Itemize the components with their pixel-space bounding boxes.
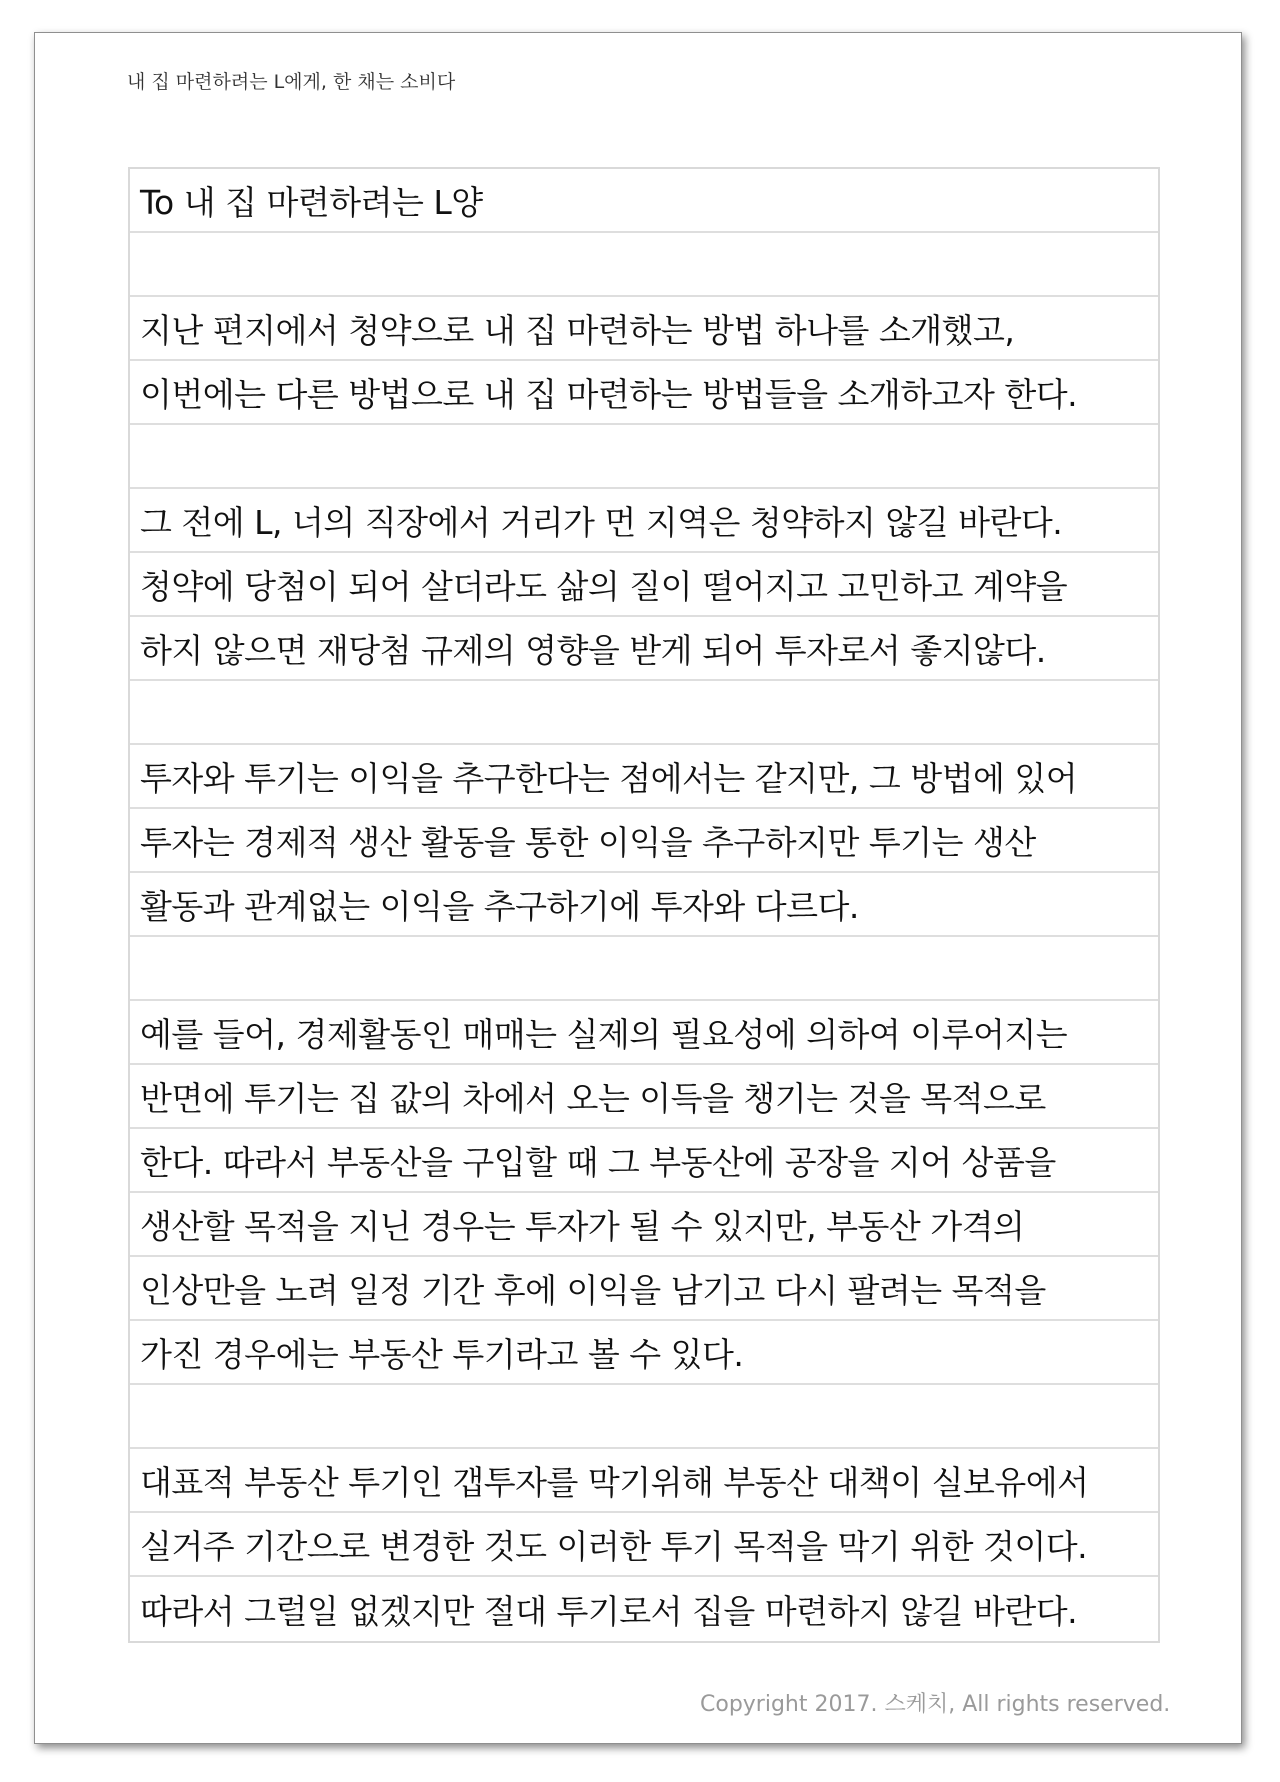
- letter-line: 가진 경우에는 부동산 투기라고 볼 수 있다.: [130, 1321, 1158, 1385]
- letter-line: 생산할 목적을 지닌 경우는 투자가 될 수 있지만, 부동산 가격의: [130, 1193, 1158, 1257]
- letter-line: 대표적 부동산 투기인 갭투자를 막기위해 부동산 대책이 실보유에서: [130, 1449, 1158, 1513]
- letter-line-blank: [130, 937, 1158, 1001]
- letter-line: 인상만을 노려 일정 기간 후에 이익을 남기고 다시 팔려는 목적을: [130, 1257, 1158, 1321]
- letter-line: 투자는 경제적 생산 활동을 통한 이익을 추구하지만 투기는 생산: [130, 809, 1158, 873]
- letter-line: 따라서 그럴일 없겠지만 절대 투기로서 집을 마련하지 않길 바란다.: [140, 1591, 1078, 1631]
- letter-line: 투자와 투기는 이익을 추구한다는 점에서는 같지만, 그 방법에 있어: [130, 745, 1158, 809]
- letter-line: 하지 않으면 재당첨 규제의 영향을 받게 되어 투자로서 좋지않다.: [130, 617, 1158, 681]
- letter-line: 한다. 따라서 부동산을 구입할 때 그 부동산에 공장을 지어 상품을: [130, 1129, 1158, 1193]
- letter-line-blank: [130, 1385, 1158, 1449]
- letter-line: 지난 편지에서 청약으로 내 집 마련하는 방법 하나를 소개했고,: [130, 297, 1158, 361]
- page-header-title: 내 집 마련하려는 L에게, 한 채는 소비다: [127, 71, 456, 93]
- letter-line-blank: [130, 681, 1158, 745]
- letter-page: [34, 32, 1242, 1744]
- letter-line: 실거주 기간으로 변경한 것도 이러한 투기 목적을 막기 위한 것이다.: [130, 1513, 1158, 1577]
- letter-line: 그 전에 L, 너의 직장에서 거리가 먼 지역은 청약하지 않길 바란다.: [130, 489, 1158, 553]
- letter-line: 활동과 관계없는 이익을 추구하기에 투자와 다르다.: [130, 873, 1158, 937]
- letter-line: 예를 들어, 경제활동인 매매는 실제의 필요성에 의하여 이루어지는: [130, 1001, 1158, 1065]
- copyright-notice: Copyright 2017. 스케치, All rights reserved.: [700, 1692, 1171, 1717]
- letter-line: 이번에는 다른 방법으로 내 집 마련하는 방법들을 소개하고자 한다.: [130, 361, 1158, 425]
- letter-line: To 내 집 마련하려는 L양: [130, 169, 1158, 233]
- letter-body: [128, 167, 1160, 1643]
- letter-line-blank: [130, 233, 1158, 297]
- letter-line-blank: [130, 425, 1158, 489]
- letter-line: 반면에 투기는 집 값의 차에서 오는 이득을 챙기는 것을 목적으로: [130, 1065, 1158, 1129]
- letter-line: 청약에 당첨이 되어 살더라도 삶의 질이 떨어지고 고민하고 계약을: [130, 553, 1158, 617]
